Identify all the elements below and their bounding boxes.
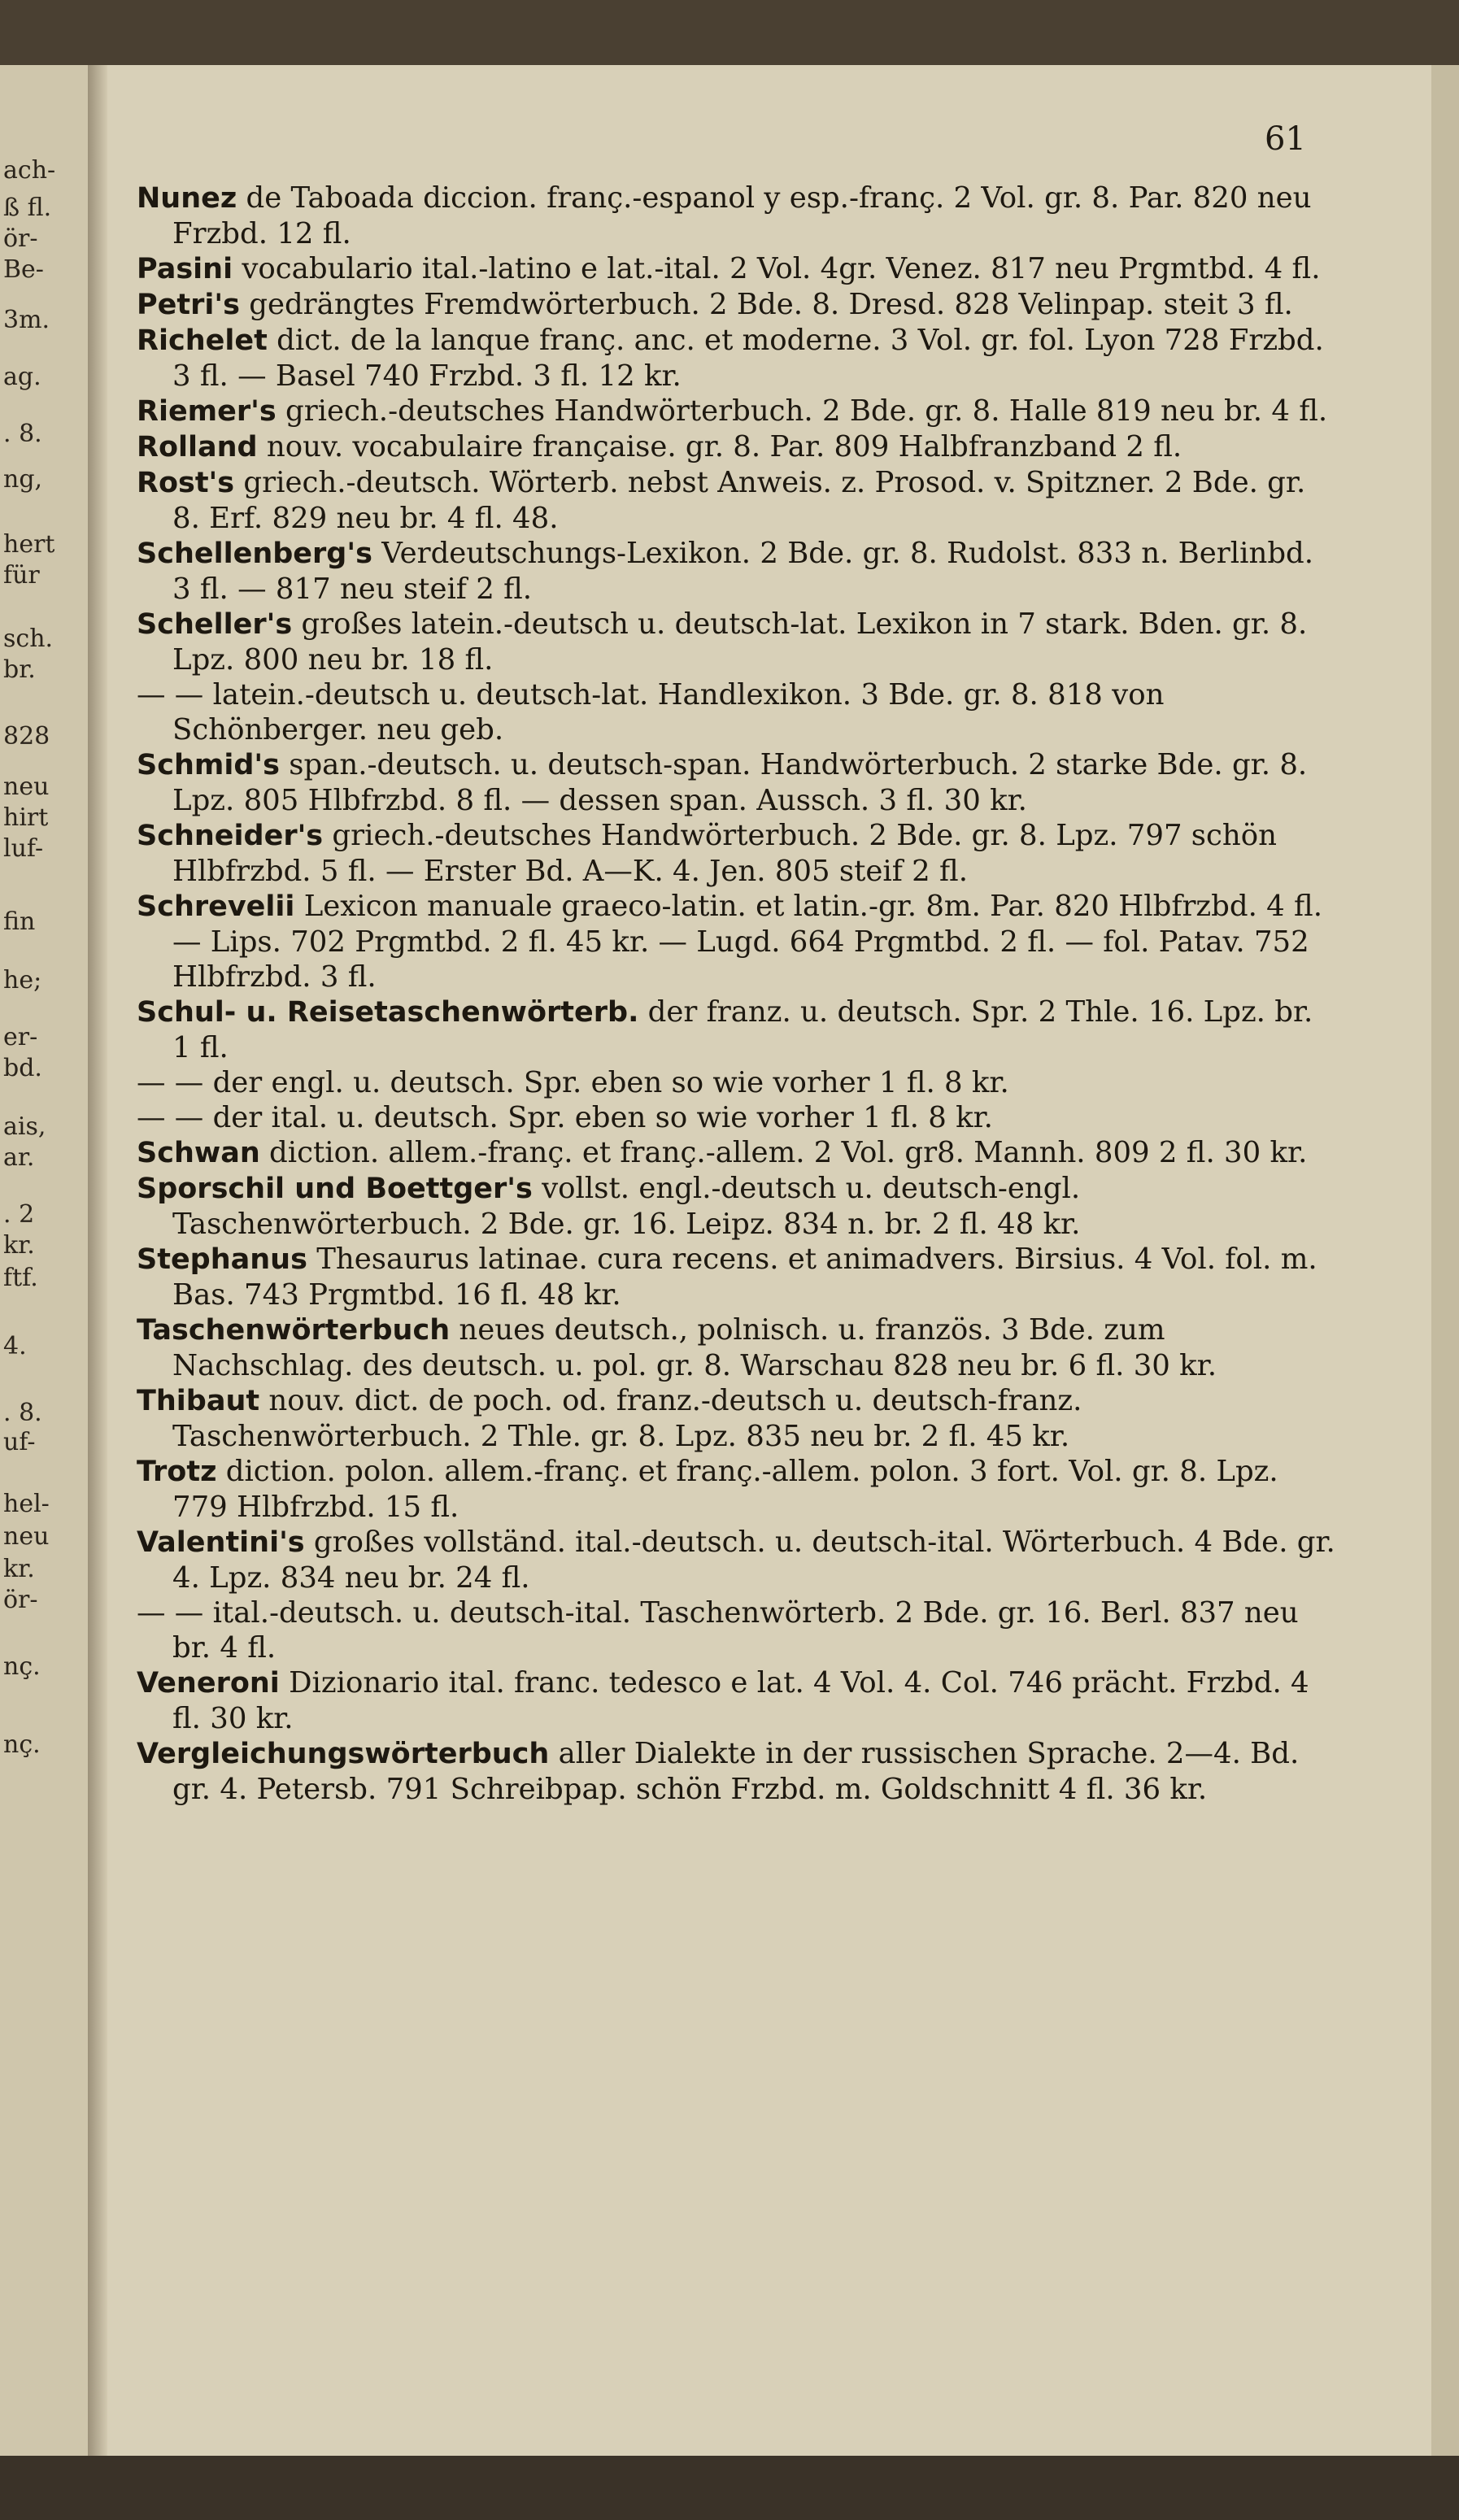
dictionary-entry xyxy=(137,429,1340,465)
facing-page-fragment: 4. xyxy=(3,1332,27,1360)
facing-page-fragment: Be- xyxy=(3,255,44,284)
book-gutter xyxy=(88,65,107,2456)
entry-description: diction. polon. allem.-franç. et franç.-allem. polon. 3 fort. Vol. gr. 8. Lpz. 779 Hlbfrzbd. 15 fl. xyxy=(172,1455,1278,1524)
facing-page-fragment: ag. xyxy=(3,363,41,391)
entry-description: span.-deutsch. u. deutsch-span. Handwörterbuch. 2 starke Bde. gr. 8. Lpz. 805 Hlbfrzbd. 8 fl. — dessen span. Aussch. 3 fl. 30 kr. xyxy=(172,748,1308,817)
entry-description: — — latein.-deutsch u. deutsch-lat. Handlexikon. 3 Bde. gr. 8. 818 von Schönberger. neu geb. xyxy=(137,678,1165,746)
entry-headword: Schwan xyxy=(137,1137,260,1169)
entry-headword: Schmid's xyxy=(137,749,280,781)
facing-page-fragment: sch. xyxy=(3,625,54,653)
entry-headword: Taschenwörterbuch xyxy=(137,1314,451,1347)
page-number: 61 xyxy=(1265,120,1306,158)
entry-description: griech.-deutsches Handwörterbuch. 2 Bde. gr. 8. Halle 819 neu br. 4 fl. xyxy=(276,394,1328,428)
dictionary-entry xyxy=(137,889,1340,995)
entry-headword: Riemer's xyxy=(137,395,277,428)
dictionary-entry xyxy=(137,1242,1340,1312)
dictionary-entry-list xyxy=(137,181,1340,1807)
entry-headword: Thibaut xyxy=(137,1385,260,1417)
dictionary-entry xyxy=(137,251,1340,287)
facing-page-fragment: nç. xyxy=(3,1652,41,1681)
dictionary-entry xyxy=(137,1454,1340,1525)
entry-headword: Pasini xyxy=(137,253,233,285)
facing-page-fragment: neu xyxy=(3,773,50,801)
facing-page-fragment: br. xyxy=(3,655,36,684)
facing-page-fragment: . 8. xyxy=(3,420,42,448)
facing-page-fragment: ar. xyxy=(3,1143,35,1172)
entry-description: griech.-deutsches Handwörterbuch. 2 Bde. gr. 8. Lpz. 797 schön Hlbfrzbd. 5 fl. — Erster Bd. A—K. 4. Jen. 805 steif 2 fl. xyxy=(172,819,1278,888)
entry-description: Lexicon manuale graeco-latin. et latin.-gr. 8m. Par. 820 Hlbfrzbd. 4 fl. — Lips. 702 Prgmtbd. 2 fl. 45 kr. — Lugd. 664 Prgmtbd. 2 fl. — fol. Patav. 752 Hlbfrzbd. 3 fl. xyxy=(172,890,1322,994)
dictionary-entry xyxy=(137,181,1340,251)
entry-headword: Veneroni xyxy=(137,1667,280,1700)
facing-page-fragment: uf- xyxy=(3,1428,36,1456)
facing-page-fragment: hirt xyxy=(3,803,49,832)
dictionary-entry xyxy=(137,1100,1340,1135)
entry-headword: Petri's xyxy=(137,289,240,321)
dictionary-entry xyxy=(137,1383,1340,1454)
entry-description: nouv. dict. de poch. od. franz.-deutsch u. deutsch-franz. Taschenwörterbuch. 2 Thle. gr. 8. Lpz. 835 neu br. 2 fl. 45 kr. xyxy=(172,1384,1082,1453)
entry-description: Thesaurus latinae. cura recens. et animadvers. Birsius. 4 Vol. fol. m. Bas. 743 Prgmtbd. 16 fl. 48 kr. xyxy=(172,1243,1317,1312)
entry-description: Verdeutschungs-Lexikon. 2 Bde. gr. 8. Rudolst. 833 n. Berlinbd. 3 fl. — 817 neu steif 2 fl. xyxy=(172,537,1314,606)
entry-description: — — ital.-deutsch. u. deutsch-ital. Taschenwörterb. 2 Bde. gr. 16. Berl. 837 neu br. 4 fl. xyxy=(137,1596,1299,1665)
facing-page-fragment: 3m. xyxy=(3,306,50,334)
entry-description: der franz. u. deutsch. Spr. 2 Thle. 16. Lpz. br. 1 fl. xyxy=(172,995,1313,1064)
entry-headword: Rolland xyxy=(137,431,258,464)
facing-page-fragment: he; xyxy=(3,966,42,995)
entry-description: — — der ital. u. deutsch. Spr. eben so wie vorher 1 fl. 8 kr. xyxy=(137,1101,993,1134)
entry-headword: Schellenberg's xyxy=(137,538,372,570)
dictionary-entry xyxy=(137,1736,1340,1807)
entry-headword: Schneider's xyxy=(137,820,324,852)
entry-description: aller Dialekte in der russischen Sprache. 2—4. Bd. gr. 4. Petersb. 791 Schreibpap. schön Frzbd. m. Goldschnitt 4 fl. 36 kr. xyxy=(172,1737,1300,1806)
dictionary-entry xyxy=(137,995,1340,1065)
dictionary-entry xyxy=(137,818,1340,889)
dictionary-entry xyxy=(137,1595,1340,1665)
entry-description: de Taboada diccion. franç.-espanol y esp.-franç. 2 Vol. gr. 8. Par. 820 neu Frzbd. 12 fl. xyxy=(172,181,1312,250)
facing-page-fragment: ß fl. xyxy=(3,194,52,222)
facing-page-fragment: hert xyxy=(3,530,55,559)
facing-page-fragment: 828 xyxy=(3,722,50,751)
entry-headword: Trotz xyxy=(137,1456,217,1488)
dictionary-entry xyxy=(137,465,1340,536)
facing-page-fragment: hel- xyxy=(3,1490,50,1518)
facing-page-fragment: für xyxy=(3,561,40,590)
dictionary-entry xyxy=(137,1135,1340,1171)
entry-headword: Valentini's xyxy=(137,1526,305,1559)
entry-headword: Sporschil und Boettger's xyxy=(137,1173,533,1205)
dictionary-entry xyxy=(137,607,1340,677)
entry-description: vocabulario ital.-latino e lat.-ital. 2 Vol. 4gr. Venez. 817 neu Prgmtbd. 4 fl. xyxy=(233,252,1321,285)
facing-page-fragment: neu xyxy=(3,1522,50,1551)
facing-page-fragment: . 8. xyxy=(3,1399,42,1427)
entry-headword: Schrevelii xyxy=(137,890,295,923)
facing-page-fragment: nç. xyxy=(3,1730,41,1759)
dictionary-entry xyxy=(137,677,1340,747)
entry-headword: Scheller's xyxy=(137,608,293,641)
dictionary-entry xyxy=(137,394,1340,429)
entry-description: griech.-deutsch. Wörterb. nebst Anweis. z. Prosod. v. Spitzner. 2 Bde. gr. 8. Erf. 829 neu br. 4 fl. 48. xyxy=(172,466,1306,535)
entry-headword: Schul- u. Reisetaschenwörterb. xyxy=(137,996,639,1029)
facing-page-fragment: ach- xyxy=(3,156,56,185)
entry-headword: Stephanus xyxy=(137,1243,307,1276)
facing-page-fragment: ftf. xyxy=(3,1264,38,1292)
facing-page-fragment: ais, xyxy=(3,1112,46,1141)
facing-page-fragment: ng, xyxy=(3,465,43,494)
entry-description: großes latein.-deutsch u. deutsch-lat. Lexikon in 7 stark. Bden. gr. 8. Lpz. 800 neu br. 18 fl. xyxy=(172,607,1308,677)
dictionary-entry xyxy=(137,1065,1340,1100)
dictionary-entry xyxy=(137,747,1340,818)
bottom-scan-shadow xyxy=(0,2456,1459,2520)
top-scan-shadow xyxy=(0,0,1459,65)
facing-page-fragment: kr. xyxy=(3,1555,35,1583)
entry-description: diction. allem.-franç. et franç.-allem. 2 Vol. gr8. Mannh. 809 2 fl. 30 kr. xyxy=(259,1136,1308,1169)
dictionary-entry xyxy=(137,1525,1340,1595)
facing-page-strip xyxy=(0,65,90,2456)
dictionary-entry xyxy=(137,1665,1340,1736)
entry-description: nouv. vocabulaire française. gr. 8. Par. 809 Halbfranzband 2 fl. xyxy=(257,430,1182,464)
facing-page-fragment: ör- xyxy=(3,1586,38,1614)
facing-page-fragment: bd. xyxy=(3,1054,42,1082)
dictionary-entry xyxy=(137,287,1340,323)
entry-description: großes vollständ. ital.-deutsch. u. deutsch-ital. Wörterbuch. 4 Bde. gr. 4. Lpz. 834 neu br. 24 fl. xyxy=(172,1525,1335,1595)
facing-page-fragment: fin xyxy=(3,907,36,936)
entry-description: vollst. engl.-deutsch u. deutsch-engl. Taschenwörterbuch. 2 Bde. gr. 16. Leipz. 834 n. br. 2 fl. 48 kr. xyxy=(172,1172,1081,1241)
facing-page-fragment: ör- xyxy=(3,224,38,253)
entry-headword: Nunez xyxy=(137,182,237,215)
entry-description: dict. de la lanque franç. anc. et moderne. 3 Vol. gr. fol. Lyon 728 Frzbd. 3 fl. — Basel 740 Frzbd. 3 fl. 12 kr. xyxy=(172,324,1324,393)
page-right-edge xyxy=(1431,65,1459,2456)
entry-description: gedrängtes Fremdwörterbuch. 2 Bde. 8. Dresd. 828 Velinpap. steit 3 fl. xyxy=(239,288,1293,321)
entry-headword: Rost's xyxy=(137,467,235,499)
entry-headword: Richelet xyxy=(137,324,268,357)
dictionary-entry xyxy=(137,1312,1340,1383)
dictionary-entry xyxy=(137,323,1340,394)
facing-page-fragment: kr. xyxy=(3,1231,35,1260)
entry-description: neues deutsch., polnisch. u. französ. 3 Bde. zum Nachschlag. des deutsch. u. pol. gr. 8. Warschau 828 neu br. 6 fl. 30 kr. xyxy=(172,1313,1217,1382)
entry-headword: Vergleichungswörterbuch xyxy=(137,1738,550,1770)
facing-page-fragment: luf- xyxy=(3,834,44,863)
entry-description: — — der engl. u. deutsch. Spr. eben so wie vorher 1 fl. 8 kr. xyxy=(137,1066,1009,1099)
facing-page-fragment: . 2 xyxy=(3,1200,35,1229)
facing-page-fragment: er- xyxy=(3,1023,38,1051)
dictionary-entry xyxy=(137,1171,1340,1242)
entry-description: Dizionario ital. franc. tedesco e lat. 4 Vol. 4. Col. 746 prächt. Frzbd. 4 fl. 30 kr. xyxy=(172,1666,1309,1735)
dictionary-entry xyxy=(137,536,1340,607)
